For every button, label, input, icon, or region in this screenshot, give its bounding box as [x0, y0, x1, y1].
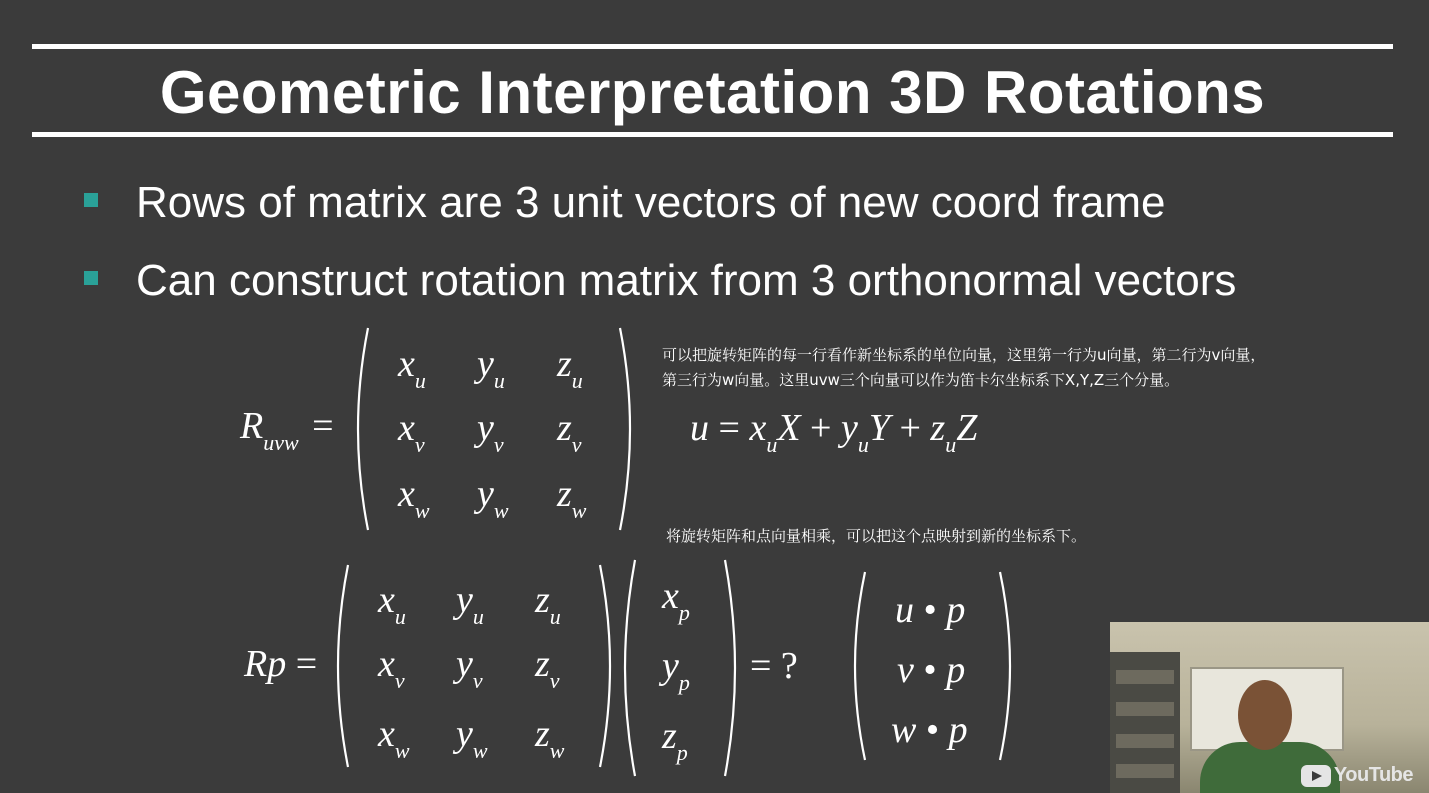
eq1-cell: $y_v$	[477, 407, 504, 457]
note-line-2: 第三行为w向量。这里uvw三个向量可以作为笛卡尔坐标系下X,Y,Z三个分量。	[662, 371, 1180, 389]
eq1-cell: $z_u$	[557, 343, 583, 393]
youtube-logo[interactable]	[1301, 764, 1413, 787]
slide-title: Geometric Interpretation 3D Rotations	[159, 59, 1266, 126]
eq2-expression: $u = x_uX + y_uY + z_uZ$	[690, 407, 978, 457]
youtube-play-icon	[1301, 765, 1331, 787]
eq1-cell: $x_w$	[398, 473, 430, 523]
bullet-text: Rows of matrix are 3 unit vectors of new coord frame	[136, 178, 1166, 227]
eq3-cell: $x_w$	[378, 713, 410, 763]
eq3-cell: $y_v$	[456, 643, 483, 693]
eq1-cell: $y_w$	[477, 473, 509, 523]
eq1-equals: =	[312, 405, 334, 447]
eq3-cell: $z_v$	[535, 643, 560, 693]
eq3-dot-product: v • p	[897, 649, 966, 691]
eq1-right-paren	[620, 328, 630, 530]
webcam-overlay	[1110, 622, 1429, 793]
eq3-vector-cell: $y_p$	[662, 645, 690, 695]
eq3-cell: $z_u$	[535, 579, 561, 629]
eq3-cell: $z_w$	[535, 713, 565, 763]
presenter-head	[1238, 680, 1292, 750]
eq3-cell: $x_v$	[378, 643, 405, 693]
note-line-1: 可以把旋转矩阵的每一行看作新坐标系的单位向量，这里第一行为u向量，第二行为v向量，	[662, 346, 1266, 364]
bookshelf	[1110, 652, 1180, 793]
eq3-cell: $y_w$	[456, 713, 488, 763]
eq3-cell: $x_u$	[378, 579, 406, 629]
eq3-matrix-right-paren	[600, 565, 610, 767]
eq3-cell: $y_u$	[456, 579, 484, 629]
eq3-result-left-paren	[855, 572, 865, 760]
eq3-lhs-symbol: Rp	[244, 643, 287, 685]
eq1-cell: $z_w$	[557, 473, 587, 523]
note-line-3: 将旋转矩阵和点向量相乘，可以把这个点映射到新的坐标系下。	[666, 527, 1087, 545]
eq3-result-right-paren	[1000, 572, 1010, 760]
eq1-cell: $z_v$	[557, 407, 582, 457]
eq3-vector-cell: $x_p$	[662, 575, 690, 625]
eq3-vector-right-paren	[725, 560, 735, 776]
eq1-cell: $y_u$	[477, 343, 505, 393]
eq1-lhs-subscript: uvw	[263, 430, 299, 455]
eq3-matrix-left-paren	[338, 565, 348, 767]
eq3-dot-product: u • p	[895, 589, 966, 631]
eq3-equals: =	[295, 643, 318, 685]
youtube-logo-text: YouTube	[1333, 764, 1413, 786]
eq3-vector-left-paren	[625, 560, 635, 776]
eq3-vector-cell: $z_p$	[662, 715, 688, 765]
eq1-lhs-symbol: R	[240, 405, 264, 447]
eq3-dot-product: w • p	[891, 709, 968, 751]
eq1-left-paren	[358, 328, 368, 530]
eq1-cell: $x_u$	[398, 343, 426, 393]
eq1-cell: $x_v$	[398, 407, 425, 457]
eq3-lhs	[244, 642, 317, 686]
eq3-result-equals: = ?	[750, 645, 798, 687]
bullet-text: Can construct rotation matrix from 3 orthonormal vectors	[136, 256, 1237, 305]
eq1-lhs	[240, 404, 334, 456]
